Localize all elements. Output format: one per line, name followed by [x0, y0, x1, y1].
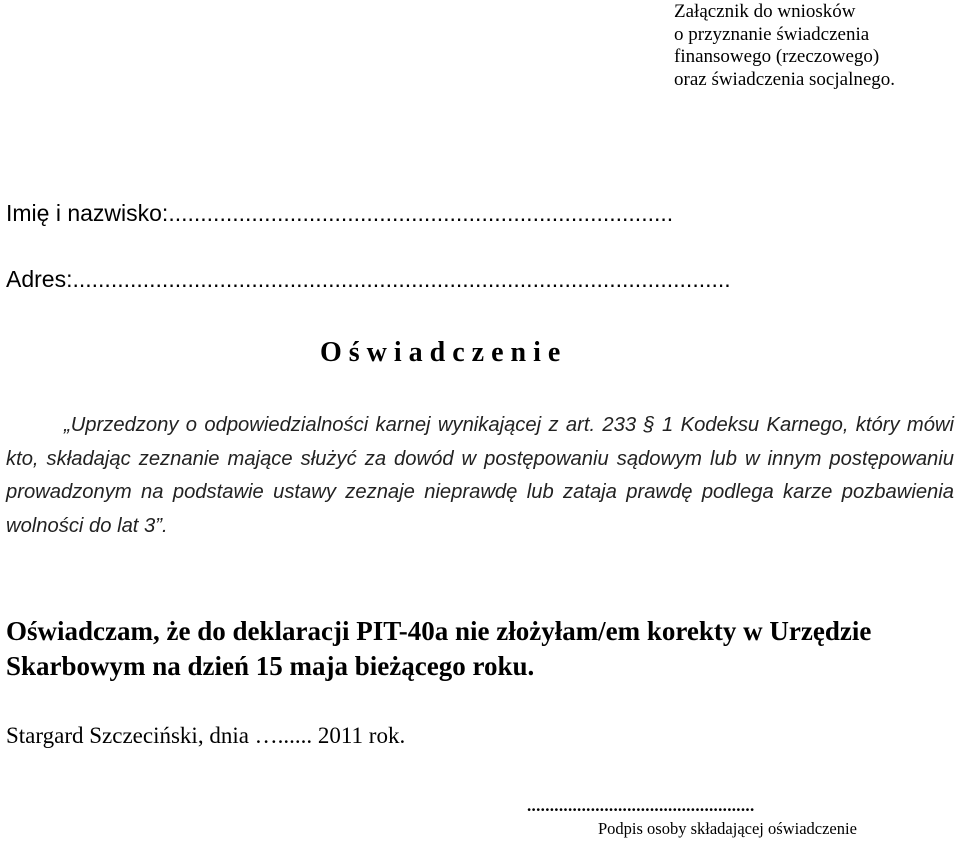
name-field: Imię i nazwisko:............................................................................... — [6, 200, 674, 226]
annex-line: finansowego (rzeczowego) — [674, 46, 880, 67]
place-and-date: Stargard Szczeciński, dnia …...... 2011 rok. — [6, 723, 406, 748]
signature-caption: Podpis osoby składającej oświadczenie — [598, 819, 857, 838]
annex-line: Załącznik do wniosków — [674, 1, 856, 22]
address-field: Adres:....................................................................................................... — [6, 266, 731, 292]
annex-line: o przyznanie świadczenia — [674, 23, 870, 45]
document-title: O ś w i a d c z e n i e — [320, 337, 561, 368]
signature-line: .................................................. — [527, 796, 755, 815]
legal-warning-quote: „Uprzedzony o odpowiedzialności karnej wynikającej z art. 233 § 1 Kodeksu Karnego, który mówi kto, składając zeznanie mające służyć za dowód w postępowaniu sądowym lub w innym postępowaniu prowadzonym na podstawie ustawy zeznaje nieprawdę lub zataja prawdę podlega karze pozbawienia wolności do lat 3”. — [6, 414, 954, 537]
annex-note — [674, 1, 895, 91]
annex-line: oraz świadczenia socjalnego. — [674, 68, 896, 90]
declaration-statement: Oświadczam, że do deklaracji PIT-40a nie złożyłam/em korekty w Urzędzie Skarbowym na dzień 15 maja bieżącego roku. — [6, 616, 872, 681]
